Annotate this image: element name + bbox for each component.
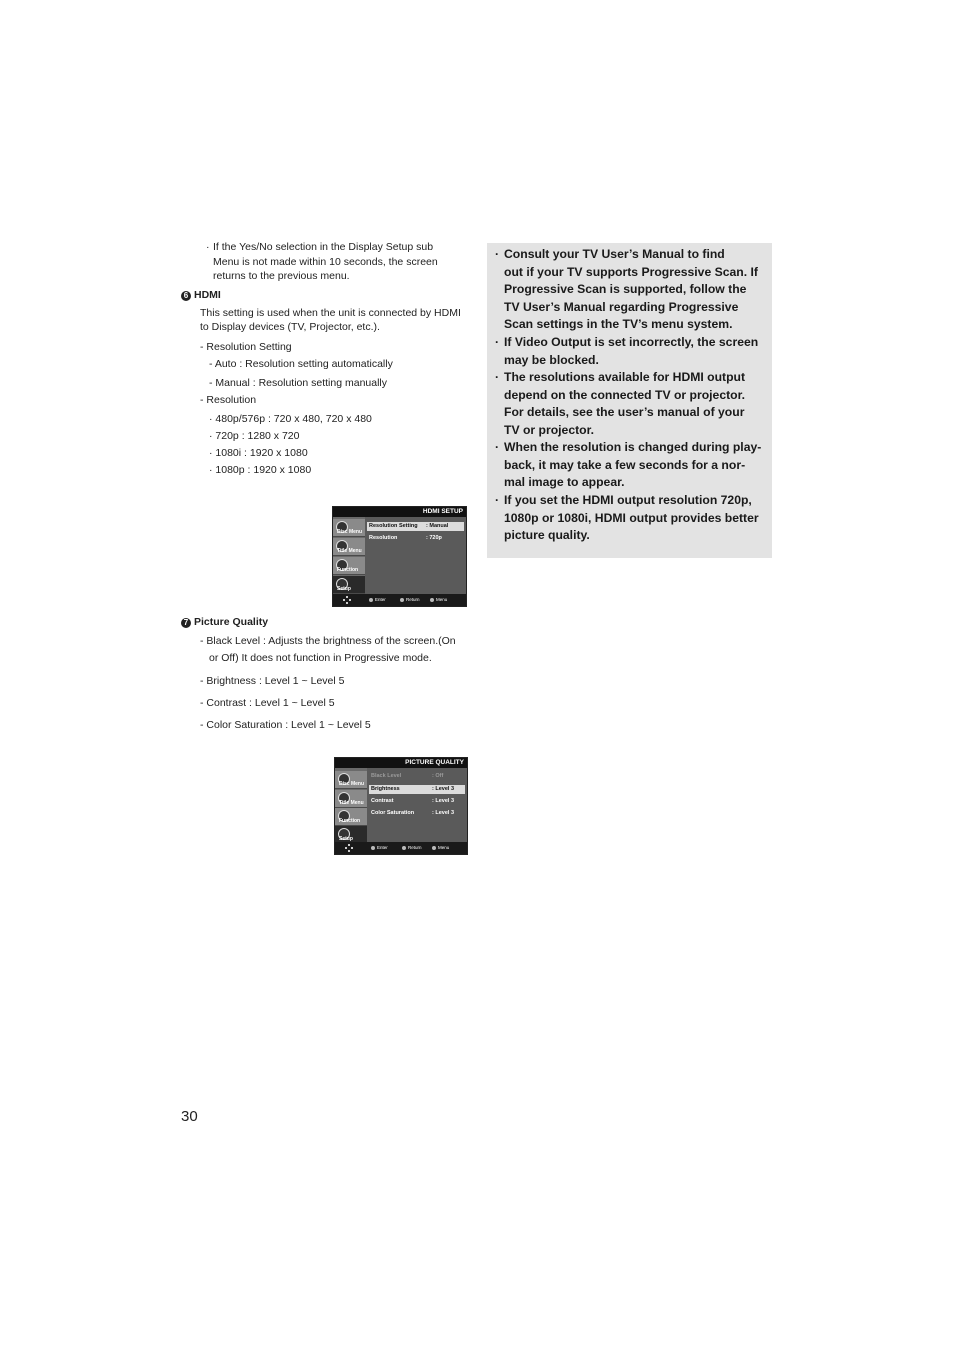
resolution-label: - Resolution (200, 394, 257, 406)
note-line: returns to the previous menu. (213, 270, 350, 282)
sidebar-item-function: Function (333, 557, 365, 575)
menu-row: Black Level : Off (371, 773, 444, 779)
hdmi-intro: to Display devices (TV, Projector, etc.). (200, 321, 380, 333)
sidebar-item-setup: Setup (333, 576, 365, 594)
resolution-setting-item: - Manual : Resolution setting manually (209, 377, 388, 389)
bullet: · (206, 241, 210, 253)
picture-quality-heading (181, 616, 268, 628)
note-item: · Consult your TV User’s Manual to find out if your TV supports Progressive Scan. If Progressive Scan is supported, follow the TV User’s Manual regarding Progressive Scan settings in the TV’s menu system. (495, 247, 758, 332)
hdmi-heading (181, 289, 221, 301)
screen-footer (333, 594, 466, 606)
resolution-setting-item: - Auto : Resolution setting automatically (209, 358, 393, 370)
hdmi-title: HDMI (194, 289, 221, 301)
note-item: · If Video Output is set incorrectly, the screen may be blocked. (495, 335, 759, 367)
hdmi-setup-screen (332, 506, 467, 607)
menu-row: Color Saturation : Level 3 (371, 810, 455, 816)
menu-row: Brightness : Level 3 (369, 785, 465, 794)
screen-sidebar (335, 768, 367, 842)
menu-row: Resolution Setting : Manual (367, 522, 464, 531)
screen-sidebar (333, 517, 365, 594)
screen-title: HDMI SETUP (333, 507, 466, 517)
resolution-item: · 720p : 1280 x 720 (209, 430, 300, 442)
footer-return: Return (402, 842, 422, 854)
pq-item: - Contrast : Level 1 ~ Level 5 (200, 697, 335, 709)
footer-return: Return (400, 594, 420, 606)
navigation-arrows-icon (343, 596, 351, 604)
pq-item: or Off) It does not function in Progressive mode. (209, 652, 432, 664)
pq-item: - Color Saturation : Level 1 ~ Level 5 (200, 719, 371, 731)
section-number-badge: 7 (181, 618, 191, 628)
sidebar-item-setup: Setup (335, 826, 367, 844)
resolution-item: · 1080p : 1920 x 1080 (209, 464, 312, 476)
footer-enter: Enter (369, 594, 386, 606)
hdmi-intro: This setting is used when the unit is connected by HDMI (200, 307, 461, 319)
footer-menu: Menu (432, 842, 449, 854)
footer-menu: Menu (430, 594, 447, 606)
sidebar-item-disc-menu: Disc Menu (333, 519, 365, 537)
note-item: · When the resolution is changed during play- back, it may take a few seconds for a nor- mal image to appear. (495, 440, 762, 490)
menu-row: Resolution : 720p (369, 535, 442, 541)
note-line: If the Yes/No selection in the Display Setup sub (213, 241, 434, 253)
pq-item: - Brightness : Level 1 ~ Level 5 (200, 675, 345, 687)
page-number: 30 (181, 1108, 198, 1125)
notes-box (487, 243, 772, 558)
section-number-badge: 6 (181, 291, 191, 301)
menu-row: Contrast : Level 3 (371, 798, 455, 804)
picture-quality-title: Picture Quality (194, 616, 269, 628)
footer-enter: Enter (371, 842, 388, 854)
sidebar-item-title-menu: Title Menu (335, 790, 367, 808)
note-item: · The resolutions available for HDMI output depend on the connected TV or projector. For details, see the user’s manual of your TV or projector. (495, 370, 746, 437)
note-item: · If you set the HDMI output resolution 720p, 1080p or 1080i, HDMI output provides better picture quality. (495, 493, 759, 543)
resolution-setting-label: - Resolution Setting (200, 341, 292, 353)
pq-item: - Black Level : Adjusts the brightness of the screen.(On (200, 635, 456, 647)
resolution-item: · 480p/576p : 720 x 480, 720 x 480 (209, 413, 372, 425)
resolution-item: · 1080i : 1920 x 1080 (209, 447, 308, 459)
sidebar-item-title-menu: Title Menu (333, 538, 365, 556)
screen-footer (335, 842, 467, 854)
picture-quality-screen (334, 757, 468, 855)
navigation-arrows-icon (345, 844, 353, 852)
note-line: Menu is not made within 10 seconds, the screen (213, 256, 438, 268)
screen-title: PICTURE QUALITY (335, 758, 467, 768)
sidebar-item-function: Function (335, 808, 367, 826)
sidebar-item-disc-menu: Disc Menu (335, 771, 367, 789)
